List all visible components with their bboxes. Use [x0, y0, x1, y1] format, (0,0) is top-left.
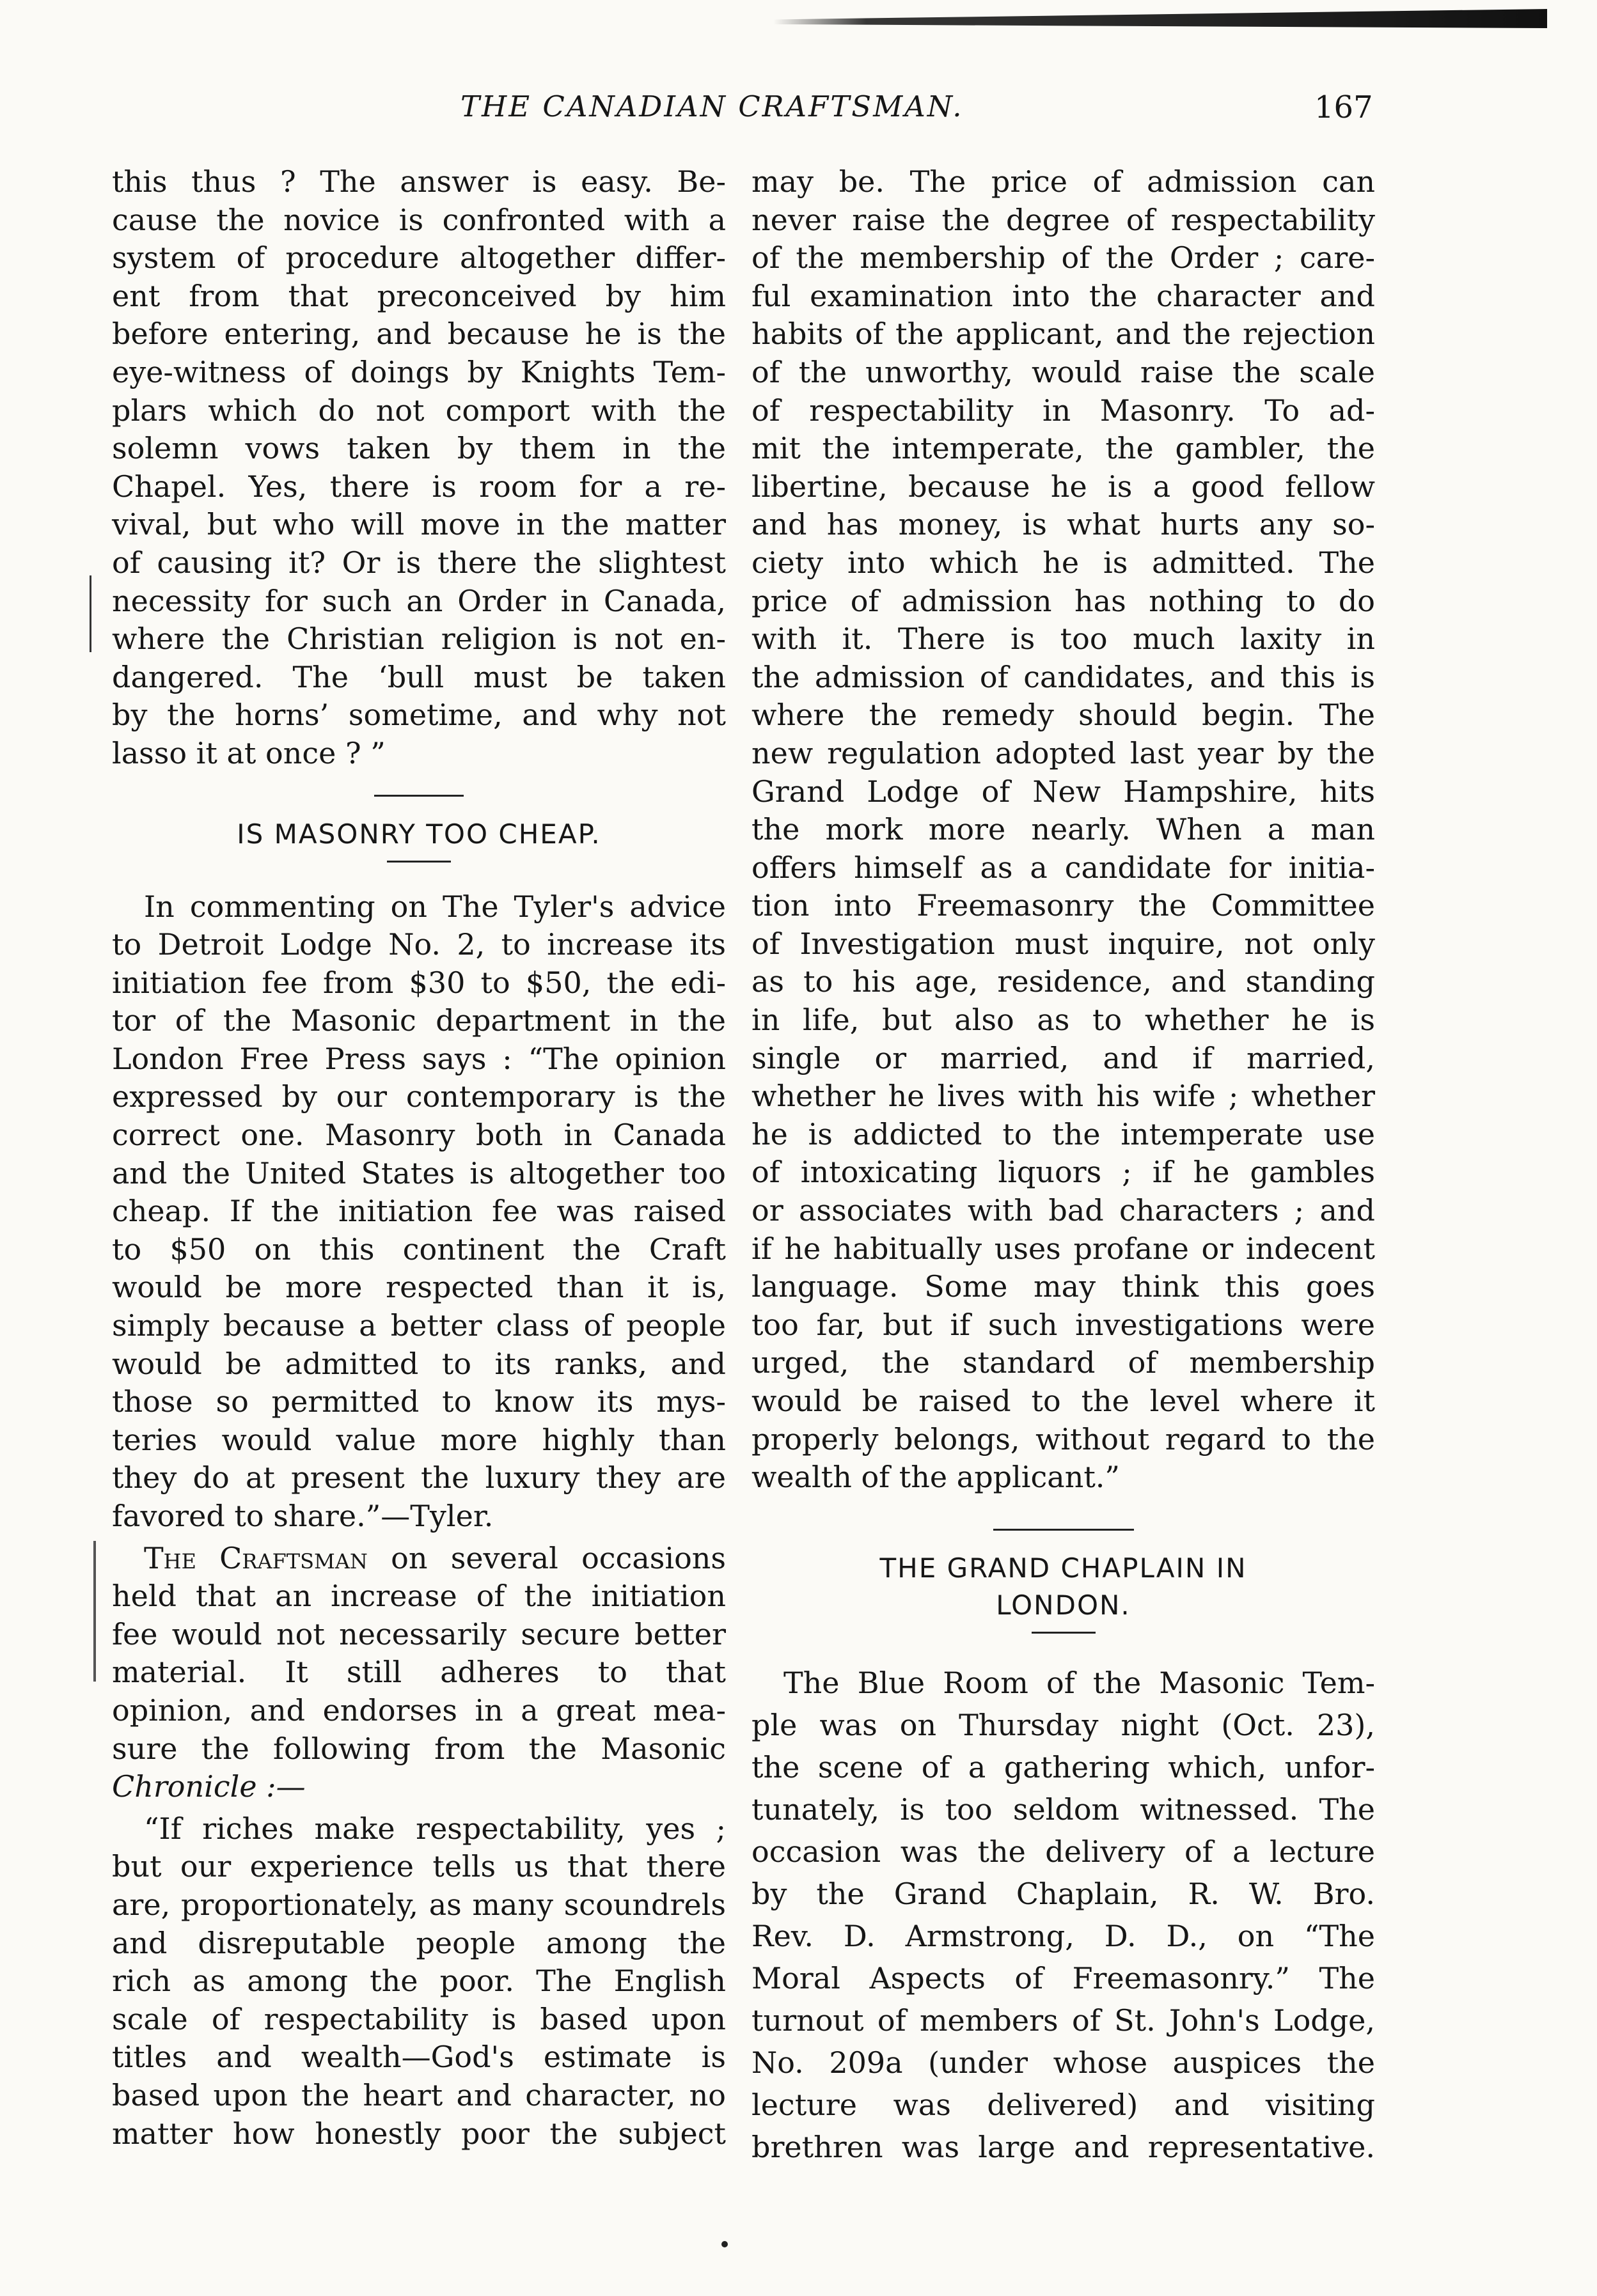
text-line: libertine, because he is a good fellow [751, 469, 1375, 504]
text-line: system of procedure altogether differ- [112, 240, 726, 276]
text-line: eye-witness of doings by Knights Tem- [112, 354, 726, 389]
running-head [0, 90, 1597, 141]
text-line: those so permitted to know its mys- [112, 1384, 726, 1419]
text-line: urged, the standard of membership [751, 1345, 1375, 1380]
text-line: turnout of members of St. John's Lodge, [751, 2003, 1375, 2038]
text-line: if he habitually uses profane or indecent [751, 1231, 1375, 1266]
text-line: matter how honestly poor the subject [112, 2116, 726, 2151]
text-line: Moral Aspects of Freemasonry.” The [751, 1960, 1375, 1995]
text-line: they do at present the luxury they are [112, 1460, 726, 1496]
text-line: sure the following from the Masonic [112, 1731, 726, 1766]
right-paragraph-2 [751, 1662, 1375, 2168]
text-line: correct one. Masonry both in Canada [112, 1118, 726, 1153]
text-line: new regulation adopted last year by the [751, 735, 1375, 770]
text-line: habits of the applicant, and the rejection [751, 316, 1375, 352]
text-line: wealth of the applicant.” [751, 1460, 1120, 1495]
text-line: brethren was large and representative. [751, 2129, 1375, 2164]
text-line: rich as among the poor. The English [112, 1964, 726, 1999]
text-line: the mork more nearly. When a man [751, 812, 1375, 847]
text-line: never raise the degree of respectability [751, 202, 1375, 237]
text-line: plars which do not comport with the [112, 393, 726, 428]
text-line: ent from that preconceived by him [112, 278, 726, 313]
text-line: scale of respectability is based upon [112, 2001, 726, 2036]
text-line: of Investigation must inquire, not only [751, 926, 1375, 961]
text-line: and disreputable people among the [112, 1925, 726, 1960]
text-line: solemn vows taken by them in the [112, 431, 726, 466]
text-line: of intoxicating liquors ; if he gambles [751, 1155, 1375, 1190]
left-paragraph-1 [112, 163, 726, 773]
text-line: initiation fee from $30 to $50, the edi- [112, 965, 726, 1000]
text-line: where the remedy should begin. The [751, 698, 1375, 733]
text-line: Chronicle :— [112, 1769, 306, 1804]
text-line: whether he lives with his wife ; whether [751, 1079, 1375, 1114]
top-edge-bar [773, 9, 1547, 28]
text-line: too far, but if such investigations were [751, 1307, 1375, 1342]
text-line: Rev. D. Armstrong, D. D., on “The [751, 1918, 1375, 1953]
text-line: he is addicted to the intemperate use [751, 1116, 1375, 1152]
text-line-rest: on several occasions [391, 1540, 726, 1575]
text-line: expressed by our contemporary is the [112, 1079, 726, 1114]
section-rule [374, 795, 464, 797]
right-paragraph-1 [751, 163, 1375, 1497]
text-line: where the Christian religion is not en- [112, 621, 726, 657]
text-line: In commenting on The Tyler's advice [144, 889, 726, 924]
text-line: to $50 on this continent the Craft [112, 1231, 726, 1267]
text-line: based upon the heart and character, no [112, 2077, 726, 2112]
text-line: tion into Freemasonry the Committee [751, 888, 1375, 923]
text-line: the scene of a gathering which, unfor- [751, 1749, 1375, 1784]
text-line: single or married, and if married, [751, 1040, 1375, 1075]
text-line: teries would value more highly than [112, 1422, 726, 1457]
text-line: mit the intemperate, the gambler, the [751, 431, 1375, 466]
margin-bar [90, 575, 91, 652]
left-paragraph-3 [112, 1540, 726, 1806]
section-heading-line-1: THE GRAND CHAPLAIN IN [879, 1552, 1247, 1584]
text-line: ciety into which he is admitted. The [751, 545, 1375, 580]
text-line: before entering, and because he is the [112, 316, 726, 352]
text-line: of causing it? Or is there the slightest [112, 545, 726, 580]
text-line: lasso it at once ? ” [112, 735, 386, 770]
text-line: but our experience tells us that there [112, 1849, 726, 1884]
running-title: THE CANADIAN CRAFTSMAN. [460, 90, 964, 123]
text-line: by the Grand Chaplain, R. W. Bro. [751, 1876, 1375, 1911]
text-line: The Blue Room of the Masonic Tem- [783, 1665, 1375, 1700]
left-paragraph-4 [112, 1810, 726, 2153]
page-number: 167 [1314, 90, 1373, 125]
quote-bar [93, 1541, 96, 1682]
text-line: vival, but who will move in the matter [112, 507, 726, 542]
text-line: with it. There is too much laxity in [751, 621, 1375, 657]
text-line: Grand Lodge of New Hampshire, hits [751, 774, 1375, 809]
section-rule [993, 1529, 1134, 1531]
left-paragraph-2 [112, 888, 726, 1536]
text-line: favored to share.”—Tyler. [112, 1499, 494, 1533]
text-line: necessity for such an Order in Canada, [112, 583, 726, 618]
heading-rule [387, 861, 451, 863]
text-line: No. 209a (under whose auspices the [751, 2045, 1375, 2080]
text-line: tunately, is too seldom witnessed. The [751, 1792, 1375, 1827]
text-line: may be. The price of admission can [751, 164, 1375, 199]
text-line: are, proportionately, as many scoundrels [112, 1887, 726, 1922]
section-heading-line-2: LONDON. [996, 1589, 1131, 1621]
text-line: dangered. The ‘bull must be taken [112, 659, 726, 694]
text-line: of the unworthy, would raise the scale [751, 354, 1375, 389]
craftsman-name: The Craftsman [144, 1540, 368, 1575]
text-line: fee would not necessarily secure better [112, 1616, 726, 1652]
right-column [751, 163, 1375, 2168]
text-line: simply because a better class of people [112, 1308, 726, 1343]
text-line: offers himself as a candidate for initia- [751, 850, 1375, 885]
text-line: cheap. If the initiation fee was raised [112, 1194, 726, 1229]
text-line: and the United States is altogether too [112, 1155, 726, 1191]
text-line [112, 1540, 726, 1578]
stray-dot [721, 2241, 728, 2247]
text-line: titles and wealth—God's estimate is [112, 2040, 726, 2075]
text-line: ple was on Thursday night (Oct. 23), [751, 1707, 1375, 1742]
text-line: would be raised to the level where it [751, 1384, 1375, 1418]
text-line: price of admission has nothing to do [751, 583, 1375, 618]
text-line: language. Some may think this goes [751, 1269, 1375, 1304]
text-line: to Detroit Lodge No. 2, to increase its [112, 927, 726, 962]
text-line: properly belongs, without regard to the [751, 1421, 1375, 1456]
text-line: and has money, is what hurts any so- [751, 507, 1375, 542]
text-line: as to his age, residence, and standing [751, 964, 1375, 999]
text-line: lecture was delivered) and visiting [751, 2087, 1375, 2122]
text-line: the admission of candidates, and this is [751, 659, 1375, 694]
text-line: Chapel. Yes, there is room for a re- [112, 469, 726, 504]
text-line: ful examination into the character and [751, 278, 1375, 313]
text-line: in life, but also as to whether he is [751, 1003, 1375, 1038]
heading-rule [1032, 1632, 1096, 1634]
text-line: by the horns’ sometime, and why not [112, 698, 726, 733]
text-line: material. It still adheres to that [112, 1655, 726, 1690]
text-line: tor of the Masonic department in the [112, 1003, 726, 1038]
text-line: of the membership of the Order ; care- [751, 240, 1375, 276]
text-line: “If riches make respectability, yes ; [144, 1811, 726, 1846]
text-line: cause the novice is confronted with a [112, 202, 726, 237]
text-line: of respectability in Masonry. To ad- [751, 393, 1375, 428]
text-line: would be more respected than it is, [112, 1270, 726, 1305]
text-line: London Free Press says : “The opinion [112, 1041, 726, 1076]
text-line: occasion was the delivery of a lecture [751, 1834, 1375, 1869]
text-line: would be admitted to its ranks, and [112, 1346, 726, 1381]
text-line: opinion, and endorses in a great mea- [112, 1692, 726, 1728]
left-column [112, 163, 726, 2153]
text-line: held that an increase of the initiation [112, 1579, 726, 1614]
text-line: this thus ? The answer is easy. Be- [112, 164, 726, 199]
text-line: or associates with bad characters ; and [751, 1193, 1375, 1228]
section-heading: IS MASONRY TOO CHEAP. [237, 818, 601, 850]
